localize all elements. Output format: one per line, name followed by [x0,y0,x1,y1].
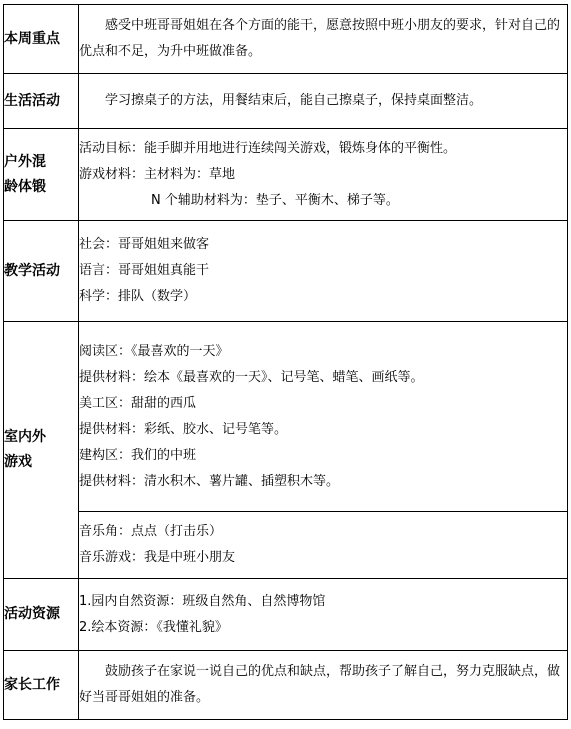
list-item: 提供材料：彩纸、胶水、记号笔等。 [79,421,288,437]
table-row [4,74,568,129]
list-item: 美工区：甜甜的西瓜 [79,395,197,411]
row-heading-focus [4,5,79,74]
row-heading-teaching [4,221,79,322]
row-heading-daily-life [4,74,79,129]
list-item: 提供材料：清水积木、薯片罐、插塑积木等。 [79,473,340,489]
heading-text-line: 室内外 [4,429,46,445]
heading-text-line: 户外混 [4,153,46,170]
list-item: 建构区：我们的中班 [79,447,197,463]
heading-text-line: 龄体锻 [4,178,46,195]
resources-content [79,579,568,651]
row-heading-resources [4,579,79,651]
table-row [4,5,568,74]
heading-text: 活动资源 [4,606,60,622]
list-item: 阅读区：《最喜欢的一天》 [79,343,229,359]
list-item: 音乐角：点点（打击乐） [79,524,223,539]
focus-text: 感受中班哥哥姐姐在各个方面的能干，愿意按照中班小朋友的要求，针对自己的优点和不足，为升中班做准备。 [79,5,568,74]
list-item: 音乐游戏：我是中班小朋友 [79,550,236,565]
daily-life-text: 学习擦桌子的方法，用餐结束后，能自己擦桌子，保持桌面整洁。 [79,74,568,129]
heading-text-line: 游戏 [4,454,32,470]
teaching-content [79,221,568,322]
heading-text: 家长工作 [4,676,60,693]
table-row [4,129,568,221]
row-heading-games [4,322,79,579]
row-heading-outdoor-sports [4,129,79,221]
list-item: 语言：哥哥姐姐真能干 [79,263,210,278]
table-row [4,221,568,322]
list-item: 社会：哥哥姐姐来做客 [79,237,210,252]
table-row [4,651,568,720]
weekly-plan-table [3,4,568,720]
heading-text: 生活活动 [4,92,60,109]
games-music-content [79,512,568,579]
list-item: 游戏材料：主材料为：草地 [79,166,236,182]
table-row [4,512,568,579]
list-item: 2.绘本资源：《我懂礼貌》 [79,619,228,635]
heading-text: 教学活动 [4,262,60,279]
list-item: 科学：排队（数学） [79,289,197,304]
heading-text: 本周重点 [4,30,60,47]
list-item: 1.园内自然资源：班级自然角、自然博物馆 [79,593,326,609]
games-areas-content [79,322,568,512]
list-item: 提供材料：绘本《最喜欢的一天》、记号笔、蜡笔、画纸等。 [79,369,424,385]
table-row [4,322,568,512]
parents-text: 鼓励孩子在家说一说自己的优点和缺点，帮助孩子了解自己，努力克服缺点，做好当哥哥姐姐的准备。 [79,651,568,720]
outdoor-sports-content [79,129,568,221]
list-item: 活动目标：能手脚并用地进行连续闯关游戏，锻炼身体的平衡性。 [79,140,457,156]
row-heading-parents [4,651,79,720]
list-item: N 个辅助材料为：垫子、平衡木、梯子等。 [151,192,399,208]
table-row [4,579,568,651]
